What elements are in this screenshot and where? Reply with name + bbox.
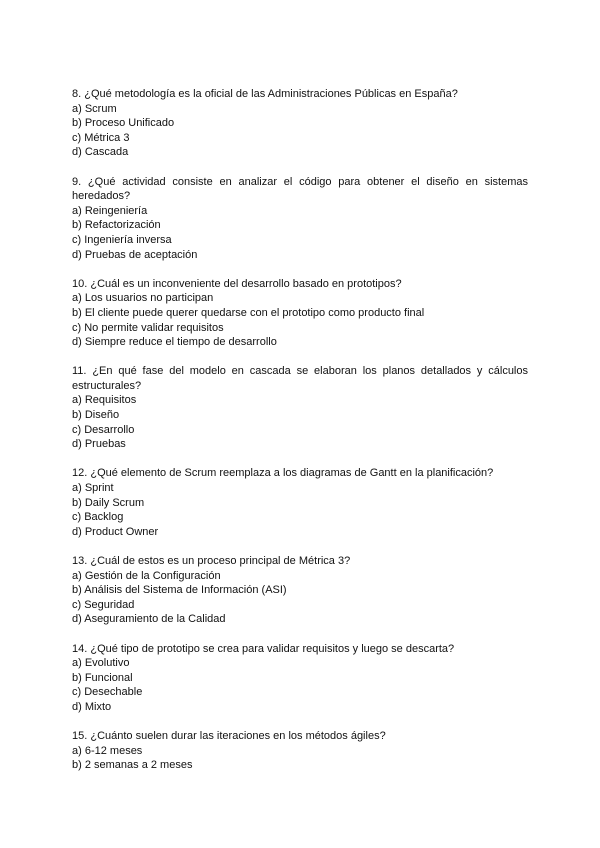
option-a: a) Reingeniería (72, 204, 148, 217)
question-text: 10. ¿Cuál es un inconveniente del desarrollo basado en prototipos? (72, 277, 402, 290)
question-text: 13. ¿Cuál de estos es un proceso principal de Métrica 3? (72, 555, 351, 567)
option-b: b) Refactorización (72, 219, 161, 232)
option-a: a) Scrum (72, 102, 117, 115)
option-b: b) Análisis del Sistema de Información (ASI) (72, 584, 287, 597)
option-d: d) Siempre reduce el tiempo de desarrollo (72, 336, 277, 349)
question-text: 8. ¿Qué metodología es la oficial de las Administraciones Públicas en España? (72, 88, 458, 100)
option-c: c) Ingeniería inversa (72, 233, 172, 246)
option-c: c) Desechable (72, 686, 143, 699)
question-13 (72, 554, 528, 627)
option-b: b) Funcional (72, 671, 133, 684)
question-8 (72, 87, 528, 160)
option-c: c) Seguridad (72, 598, 135, 611)
option-c: c) Métrica 3 (72, 131, 130, 144)
question-10 (72, 277, 528, 350)
option-a: a) Los usuarios no participan (72, 292, 214, 305)
question-text: 15. ¿Cuánto suelen durar las iteraciones en los métodos ágiles? (72, 730, 386, 743)
option-a: a) Evolutivo (72, 657, 130, 670)
question-11 (72, 364, 528, 452)
option-c: c) No permite validar requisitos (72, 321, 224, 334)
option-d: d) Pruebas (72, 438, 126, 451)
option-a: a) Sprint (72, 482, 114, 495)
option-b: b) Daily Scrum (72, 496, 145, 509)
option-d: d) Cascada (72, 146, 129, 159)
option-b: b) El cliente puede querer quedarse con el prototipo como producto final (72, 306, 425, 319)
question-text: 11. ¿En qué fase del modelo en cascada se elaboran los planos detallados y cálculos estructurales? (72, 365, 528, 392)
question-12 (72, 466, 528, 539)
question-15 (72, 729, 528, 773)
option-c: c) Backlog (72, 511, 124, 524)
option-a: a) Requisitos (72, 394, 137, 407)
question-14 (72, 642, 528, 715)
question-text: 12. ¿Qué elemento de Scrum reemplaza a los diagramas de Gantt en la planificación? (72, 467, 494, 480)
document-page (72, 87, 528, 788)
question-text: 9. ¿Qué actividad consiste en analizar el código para obtener el diseño en sistemas heredados? (72, 175, 528, 203)
option-b: b) 2 semanas a 2 meses (72, 759, 193, 772)
option-c: c) Desarrollo (72, 423, 135, 436)
option-d: d) Product Owner (72, 525, 159, 538)
option-a: a) 6-12 meses (72, 744, 143, 757)
option-b: b) Proceso Unificado (72, 117, 175, 130)
question-9 (72, 175, 528, 263)
question-text: 14. ¿Qué tipo de prototipo se crea para validar requisitos y luego se descarta? (72, 642, 455, 655)
option-d: d) Aseguramiento de la Calidad (72, 613, 226, 626)
option-d: d) Mixto (72, 700, 112, 713)
option-d: d) Pruebas de aceptación (72, 248, 198, 261)
option-b: b) Diseño (72, 409, 120, 422)
option-a: a) Gestión de la Configuración (72, 569, 221, 582)
